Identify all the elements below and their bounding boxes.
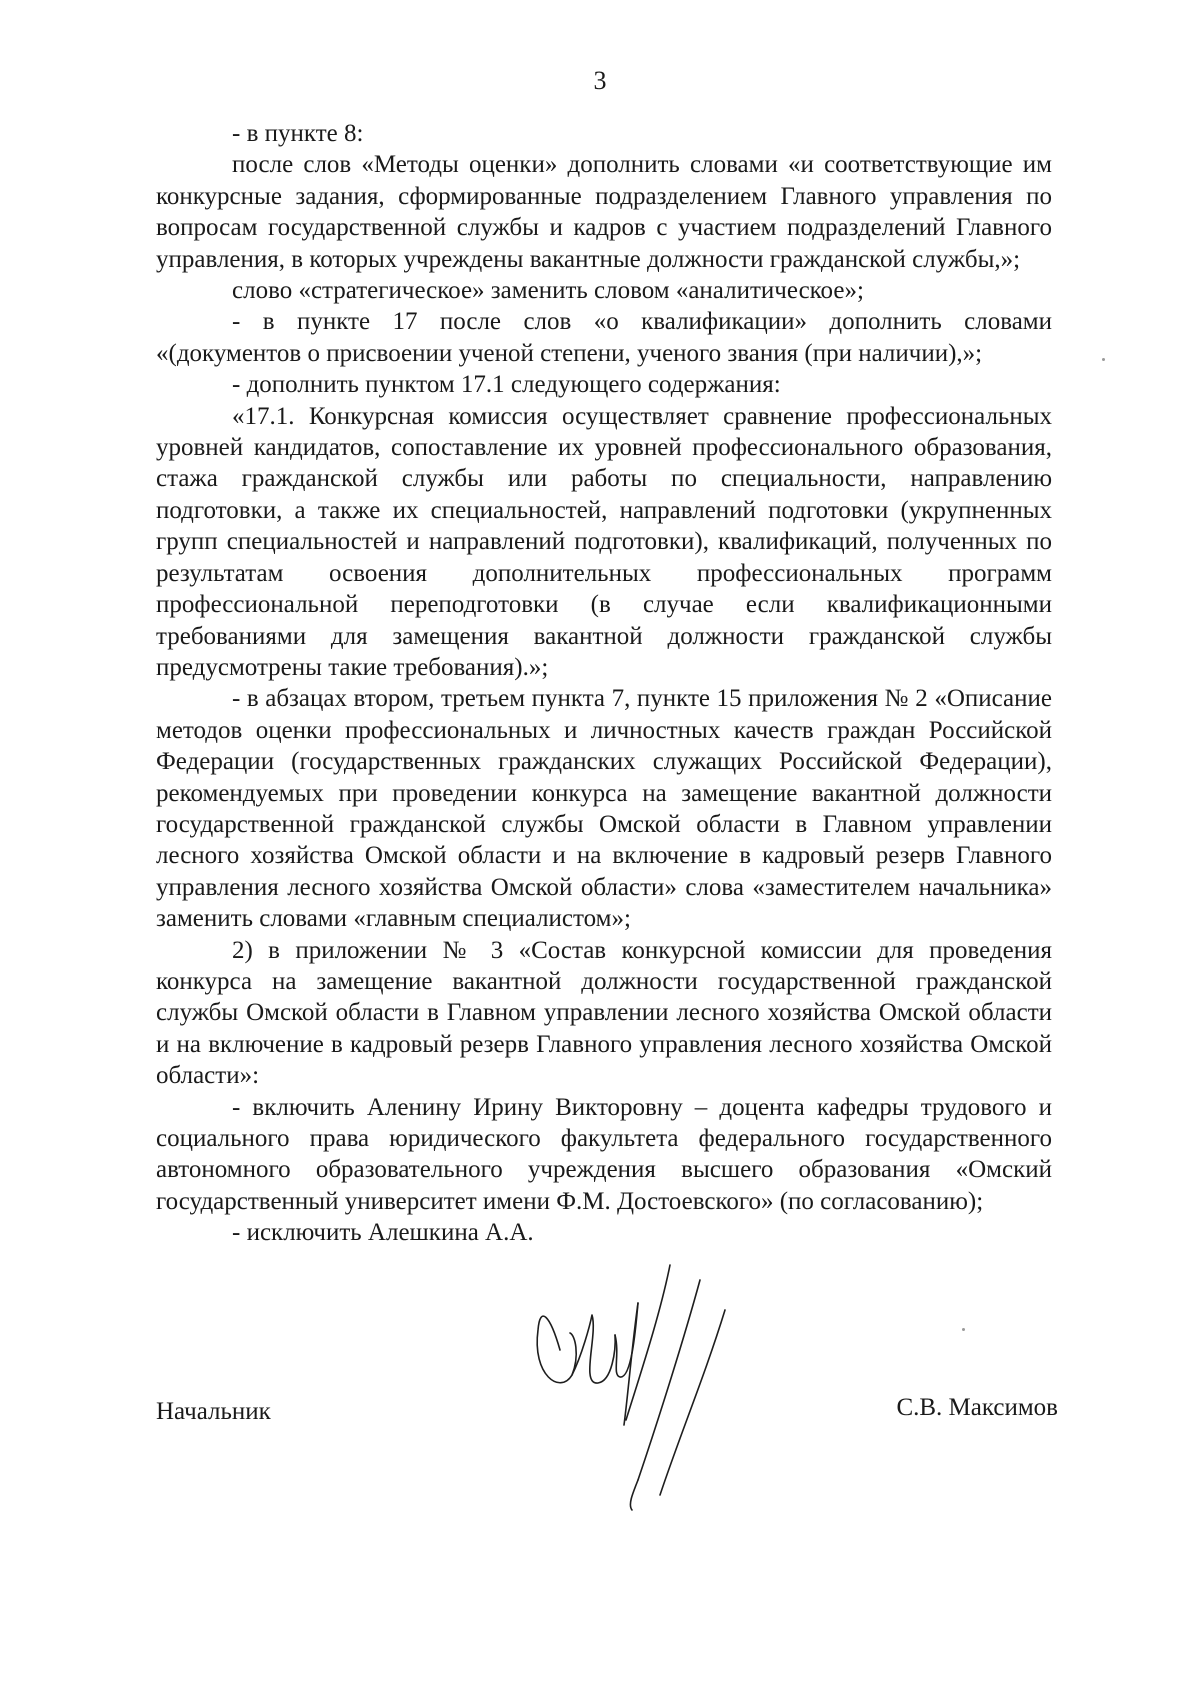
page-number: 3	[593, 66, 607, 95]
paragraph-word-replacement: слово «стратегическое» заменить словом «аналитическое»;	[232, 277, 864, 305]
paragraph-include-member: - включить Аленину Ирину Викторовну – доцента кафедры трудового и социального права юридического факультета федерального государственного автономного образовательного учреждения высшего образования «Омский государственный университет имени Ф.М. Достоевского» (по согласованию);	[156, 1093, 1052, 1215]
paragraph-appendix-3: 2) в приложении № 3 «Состав конкурсной комиссии для проведения конкурса на замещение вакантной должности государственной гражданской службы Омской области в Главном управлении лесного хозяйства Омской области и на включение в кадровый резерв Главного управления лесного хозяйства Омской области»:	[156, 936, 1052, 1090]
paragraph-item-8: - в пункте 8:	[232, 120, 364, 147]
paragraph-add-item-17-1: - дополнить пунктом 17.1 следующего содержания:	[232, 371, 781, 399]
paragraph-item-17: - в пункте 17 после слов «о квалификации» дополнить словами «(документов о присвоении ученой степени, ученого звания (при наличии),»;	[156, 308, 1052, 367]
paragraph-item-17-1-text: «17.1. Конкурсная комиссия осуществляет сравнение профессиональных уровней кандидатов, сопоставление их уровней профессионального образования, стажа гражданской службы или работы по специальности, направлению подготовки, а также их специальностей, направлений подготовки (укрупненных групп специальностей и направлений подготовки), квалификаций, полученных по результатам освоения дополнительных профессиональных программ профессиональной переподготовки (в случае если квалификационными требованиями для замещения вакантной должности гражданской службы предусмотрены такие требования).»;	[156, 402, 1052, 681]
handwritten-signature	[520, 1255, 750, 1515]
scan-speck	[1102, 358, 1105, 361]
signatory-name: С.В. Максимов	[896, 1394, 1058, 1421]
paragraph-exclude-member: - исключить Алешкина А.А.	[232, 1219, 534, 1247]
signature-block	[156, 1394, 1058, 1438]
scan-speck	[962, 1328, 965, 1331]
paragraph-methods-amendment: после слов «Методы оценки» дополнить словами «и соответствующие им конкурсные задания, сформированные подразделением Главного управления по вопросам государственной службы и кадров с участием подразделений Главного управления, в которых учреждены вакантные должности гражданской службы,»;	[156, 151, 1052, 273]
paragraph-appendix-2: - в абзацах втором, третьем пункта 7, пункте 15 приложения № 2 «Описание методов оценки профессиональных и личностных качеств граждан Российской Федерации (государственных гражданских служащих Российской Федерации), рекомендуемых при проведении конкурса на замещение вакантной должности государственной гражданской службы Омской области в Главном управлении лесного хозяйства Омской области и на включение в кадровый резерв Главного управления лесного хозяйства Омской области» слова «заместителем начальника» заменить словами «главным специалистом»;	[156, 685, 1052, 933]
document-body	[156, 118, 1052, 1249]
signatory-title: Начальник	[156, 1398, 271, 1425]
